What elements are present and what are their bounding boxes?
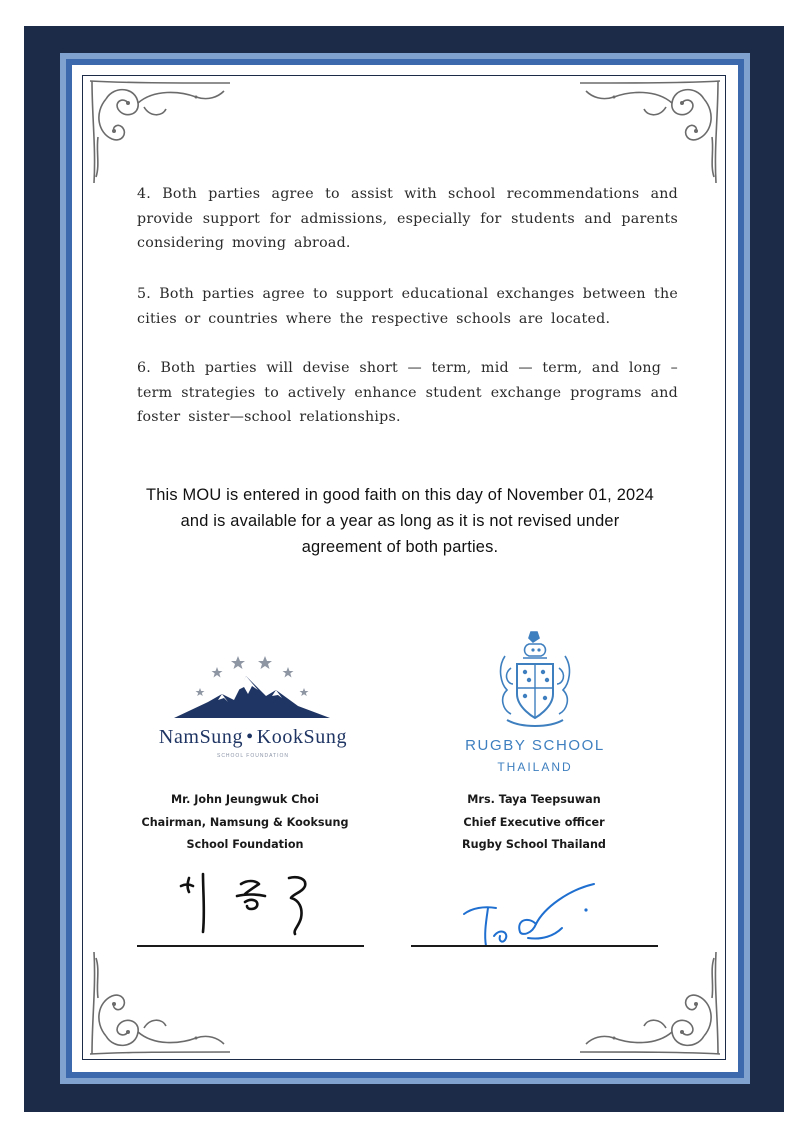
signature-right xyxy=(458,878,608,952)
signer-title-left-2: School Foundation xyxy=(186,838,304,851)
signature-left xyxy=(175,868,325,940)
clause-6: 6. Both parties will devise short — term, mid — term, and long – term strategies to actively enhance student exchange programs and foster sister—school relationships. xyxy=(137,360,678,425)
corner-flourish-top-left xyxy=(84,77,234,187)
signer-title-right-1: Chief Executive officer xyxy=(463,815,605,829)
namsung-tagline: SCHOOL FOUNDATION xyxy=(216,753,289,759)
mou-statement xyxy=(110,482,690,560)
clause-4: 4. Both parties agree to assist with school recommendations and provide support for admissions, especially for students and parents considering moving abroad. xyxy=(137,186,678,251)
rugby-school-crest xyxy=(493,628,577,736)
signer-name-left: Mr. John Jeungwuk Choi xyxy=(171,793,319,806)
namsung-kooksung-wordmark xyxy=(138,726,368,749)
signature-line-left xyxy=(137,945,364,947)
clause-5: 5. Both parties agree to support educational exchanges between the cities or countries where the respective schools are located. xyxy=(137,286,678,327)
statement-line-2: and is available for a year as long as it is not revised under xyxy=(180,512,620,530)
statement-line-1: This MOU is entered in good faith on this day of November 01, 2024 xyxy=(146,486,654,504)
rugby-school-wordmark: RUGBY SCHOOL xyxy=(465,737,605,754)
signer-name-right: Mrs. Taya Teepsuwan xyxy=(467,793,601,806)
rugby-school-location: THAILAND xyxy=(497,760,573,774)
signature-line-right xyxy=(411,945,658,947)
corner-flourish-bottom-left xyxy=(84,948,234,1058)
signer-block-left xyxy=(125,789,365,857)
corner-flourish-top-right xyxy=(576,77,726,187)
namsung-word: NamSung xyxy=(158,726,244,748)
signer-title-right-2: Rugby School Thailand xyxy=(462,838,606,851)
statement-line-3: agreement of both parties. xyxy=(301,538,499,556)
kooksung-word: KookSung xyxy=(256,726,348,748)
signer-title-left-1: Chairman, Namsung & Kooksung xyxy=(141,815,349,829)
signer-block-right xyxy=(414,789,654,857)
logo-dot: • xyxy=(246,726,254,748)
corner-flourish-bottom-right xyxy=(576,948,726,1058)
